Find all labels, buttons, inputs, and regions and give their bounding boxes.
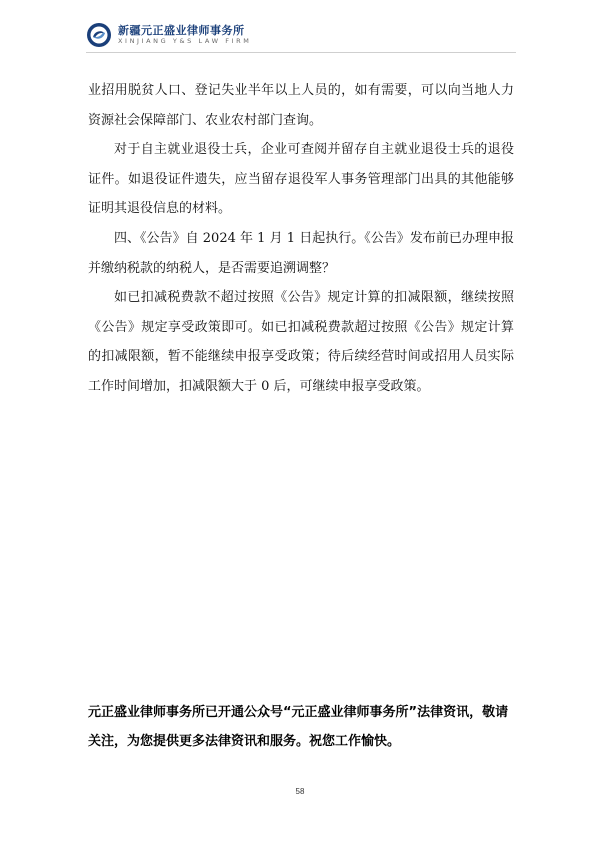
- paragraph-veterans: 对于自主就业退役士兵，企业可查阅并留存自主就业退役士兵的退役证件。如退役证件遗失，应当留存退役军人事务管理部门出具的其他能够证明其退役信息的材料。: [88, 142, 514, 217]
- firm-name-en: XINJIANG Y&S LAW FIRM: [118, 37, 252, 45]
- footer-notice: 元正盛业律师事务所已开通公众号“元正盛业律师事务所”法律资讯，敬请关注，为您提供更多法律资讯和服务。祝您工作愉快。: [88, 705, 509, 749]
- header-divider: [86, 52, 516, 53]
- page-header: [86, 18, 251, 52]
- paragraph-question-four: 四、《公告》自 2024 年 1 月 1 日起执行。《公告》发布前已办理申报并缴纳税款的纳税人，是否需要追溯调整？: [88, 230, 514, 276]
- firm-logo-icon: [86, 22, 112, 48]
- document-body: [88, 76, 514, 402]
- page-number: 58: [295, 787, 305, 796]
- firm-brand: [118, 24, 251, 46]
- paragraph-continuation: 业招用脱贫人口、登记失业半年以上人员的，如有需要，可以向当地人力资源社会保障部门、农业农村部门查询。: [88, 83, 514, 128]
- firm-name-cn: 新疆元正盛业律师事务所: [118, 24, 245, 37]
- paragraph-answer-four: 如已扣减税费款不超过按照《公告》规定计算的扣减限额，继续按照《公告》规定享受政策即可。如已扣减税费款超过按照《公告》规定计算的扣减限额，暂不能继续申报享受政策；待后续经营时间或招用人员实际工作时间增加，扣减限额大于 0 后，可继续申报享受政策。: [88, 290, 514, 394]
